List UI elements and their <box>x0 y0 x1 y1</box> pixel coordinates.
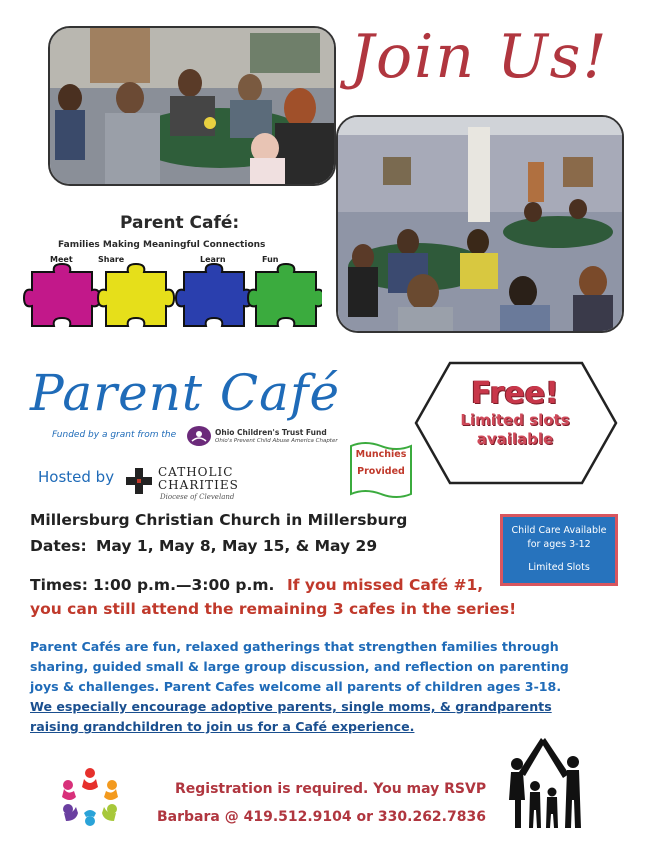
event-location: Millersburg Christian Church in Millersburg <box>30 511 408 529</box>
puzzle-label-fun: Fun <box>262 255 279 264</box>
puzzle-label-share: Share <box>98 255 125 264</box>
missed-note: If you missed Café #1, <box>287 576 484 594</box>
community-circle-icon <box>58 765 122 829</box>
free-badge-text <box>425 411 605 449</box>
description-line1: Parent Cafés are fun, relaxed gatherings that strengthen families through <box>30 639 559 654</box>
free-badge-title: Free! <box>471 376 559 411</box>
free-badge-line1: Limited slots <box>460 411 570 429</box>
free-badge <box>425 376 605 449</box>
puzzle-pieces <box>22 262 322 330</box>
description-line3: joys & challenges. Parent Cafes welcome all parents of children ages 3-18. <box>30 679 562 694</box>
child-care-line1: Child Care Available <box>511 525 607 536</box>
puzzle-piece-meet-icon <box>24 264 100 326</box>
funding-text: Funded by a grant from the <box>52 430 177 440</box>
times-label: Times: <box>30 576 88 594</box>
child-care-line3: Limited Slots <box>528 562 590 573</box>
description-line4: We especially encourage adoptive parents, single moms, & grandparents <box>30 699 552 714</box>
headline: Join Us! <box>350 22 609 92</box>
description-line2: sharing, guided small & large group discussion, and reflection on parenting <box>30 659 569 674</box>
puzzle-label-meet: Meet <box>50 255 73 264</box>
host-org-line3: Diocese of Cleveland <box>160 493 235 501</box>
description-line5: raising grandchildren to join us for a Café experience. <box>30 719 415 734</box>
attend-note: you can still attend the remaining 3 cafes in the series! <box>30 600 517 618</box>
munchies-badge <box>349 446 413 498</box>
ohio-childrens-trust-fund-logo <box>186 425 212 447</box>
event-title: Parent Café <box>30 364 341 422</box>
family-under-roof-icon <box>497 730 593 830</box>
child-care-box <box>500 514 618 586</box>
group-photo-2 <box>336 115 624 333</box>
dates-value: May 1, May 8, May 15, & May 29 <box>96 537 378 555</box>
host-org-line2: CHARITIES <box>158 478 239 492</box>
group-photo-2-image <box>338 117 622 331</box>
registration-line2: Barbara @ 419.512.9104 or 330.262.7836 <box>157 809 486 825</box>
child-care-line2: for ages 3-12 <box>527 539 591 550</box>
funding-org: Ohio Children's Trust Fund <box>215 428 327 437</box>
registration-line1: Registration is required. You may RSVP <box>175 781 487 797</box>
times-value: 1:00 p.m.—3:00 p.m. <box>93 576 275 594</box>
puzzle-piece-share-icon <box>98 264 174 326</box>
free-badge-line2: available <box>476 430 554 448</box>
dates-label: Dates: <box>30 537 87 555</box>
group-photo-1-image <box>50 28 334 184</box>
puzzle-label-learn: Learn <box>200 255 226 264</box>
logo-title: Parent Café: <box>120 213 240 233</box>
munchies-line2: Provided <box>357 466 405 477</box>
munchies-line1: Munchies <box>355 449 407 460</box>
puzzle-piece-learn-icon <box>176 264 252 326</box>
funding-org-tagline: Ohio's Prevent Child Abuse America Chapter <box>215 438 338 444</box>
puzzle-piece-fun-icon <box>248 264 322 326</box>
catholic-charities-cross-icon <box>124 466 154 496</box>
group-photo-1 <box>48 26 336 186</box>
host-org-line1: CATHOLIC <box>158 465 234 479</box>
hosted-by-label: Hosted by <box>38 468 115 486</box>
logo-subtitle: Families Making Meaningful Connections <box>58 240 266 250</box>
